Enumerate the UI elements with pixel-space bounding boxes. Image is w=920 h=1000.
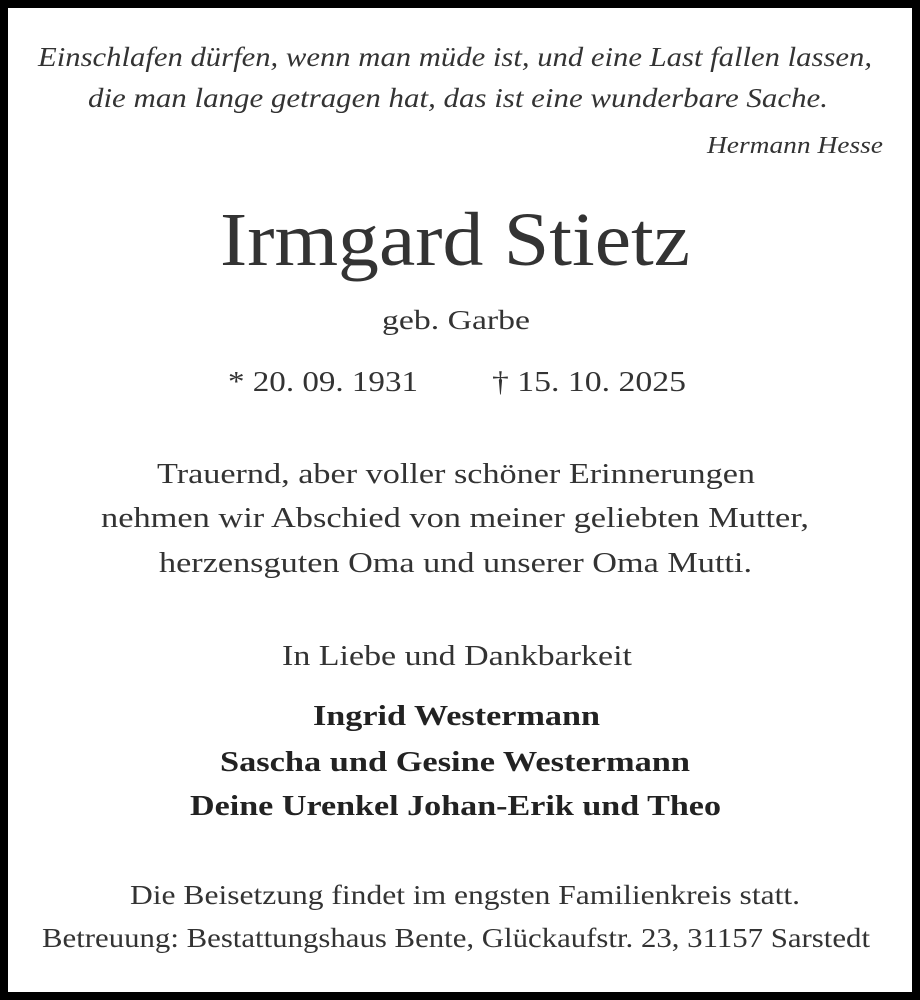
quote-line-1: Einschlafen dürfen, wenn man müde ist, und eine Last fallen lassen, — [38, 41, 872, 72]
death-date: † 15. 10. 2025 — [492, 367, 686, 398]
mourner-3: Deine Urenkel Johan-Erik und Theo — [190, 791, 721, 822]
quote-author: Hermann Hesse — [707, 133, 883, 159]
message-line-1: Trauernd, aber voller schöner Erinnerungen — [157, 459, 755, 490]
message-line-3: herzensguten Oma und unserer Oma Mutti. — [159, 548, 752, 579]
mourner-2: Sascha und Gesine Westermann — [220, 747, 690, 778]
birth-date: * 20. 09. 1931 — [228, 367, 418, 398]
mourner-1: Ingrid Westermann — [313, 701, 600, 732]
birth-name: geb. Garbe — [382, 304, 530, 335]
message-line-2: nehmen wir Abschied von meiner geliebten Mutter, — [101, 503, 809, 534]
footer-line-1: Die Beisetzung findet im engsten Familienkreis statt. — [130, 879, 800, 910]
deceased-name: Irmgard Stietz — [220, 198, 690, 282]
quote-line-2: die man lange getragen hat, das ist eine wunderbare Sache. — [88, 82, 828, 113]
closing-text: In Liebe und Dankbarkeit — [282, 641, 632, 672]
footer-line-2: Betreuung: Bestattungshaus Bente, Glückaufstr. 23, 31157 Sarstedt — [42, 922, 870, 953]
